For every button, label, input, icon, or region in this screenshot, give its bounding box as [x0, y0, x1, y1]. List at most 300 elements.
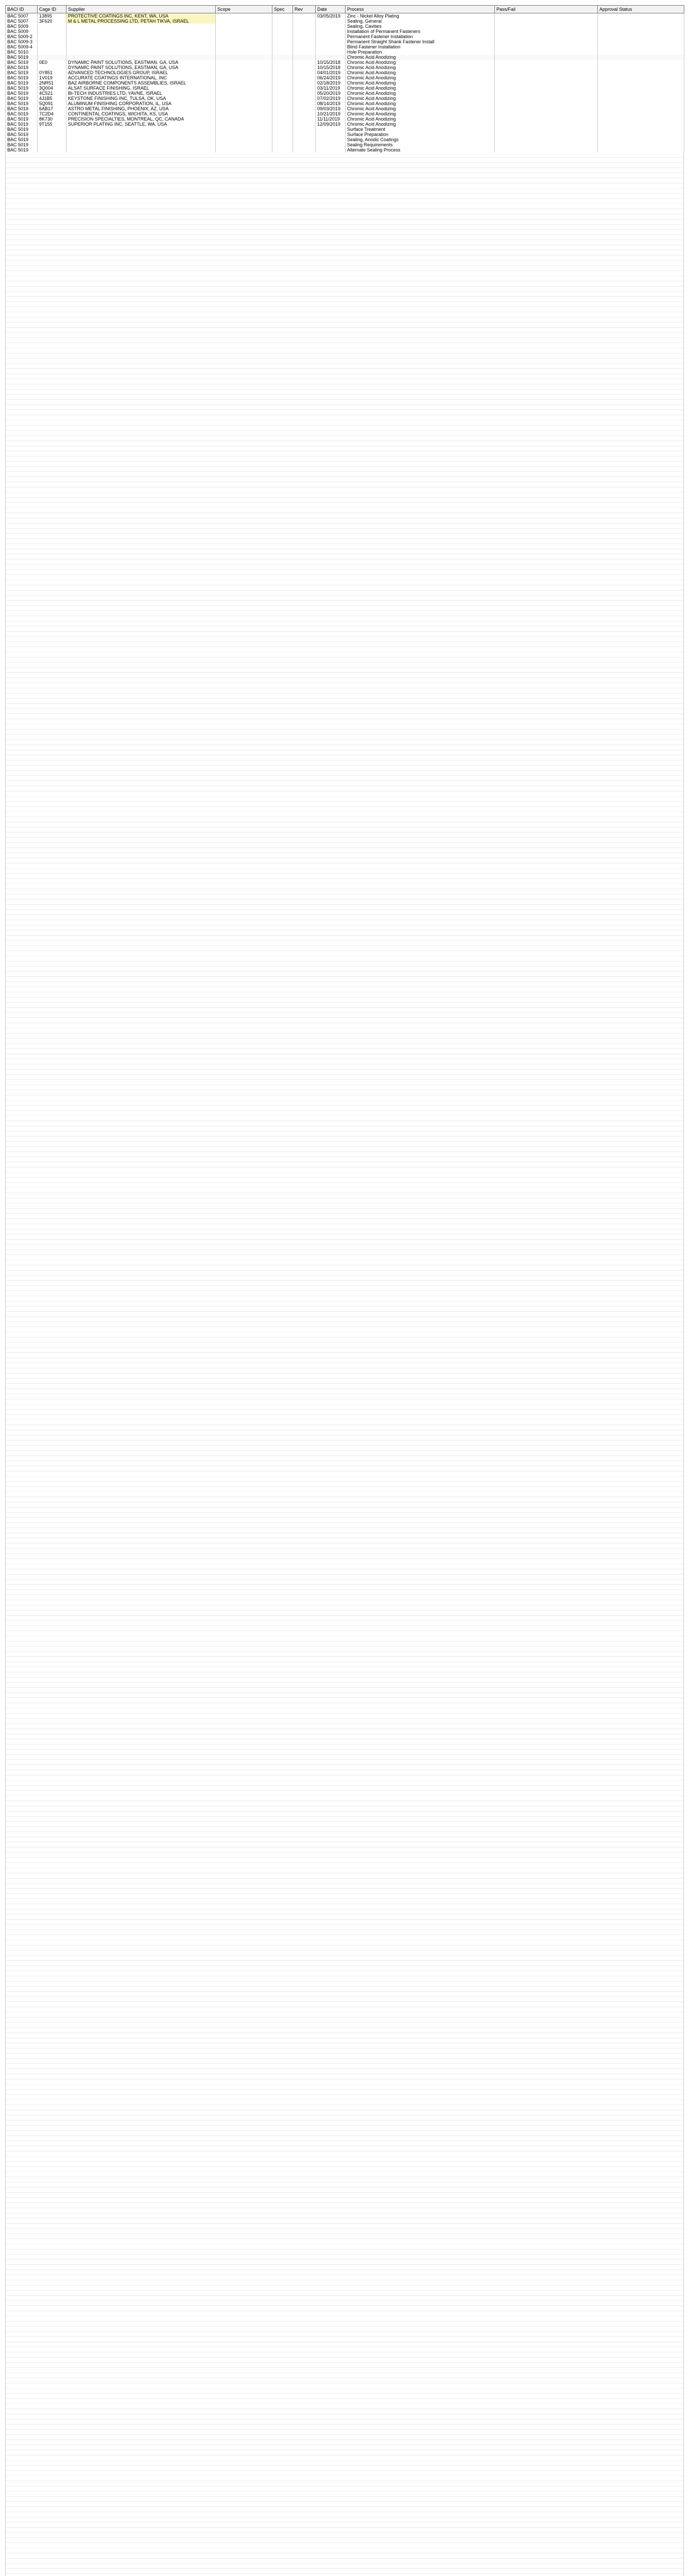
cell-date[interactable]: 08/14/2019: [316, 101, 346, 106]
cell-baci[interactable]: BAC 5019: [6, 70, 38, 75]
cell-scope[interactable]: [216, 86, 272, 91]
cell-process[interactable]: Zinc - Nickel Alloy Plating: [346, 13, 495, 19]
cell-supplier[interactable]: [66, 39, 216, 44]
cell-cage[interactable]: 8K730: [38, 116, 66, 122]
cell-process[interactable]: Hole Preparation: [346, 49, 495, 55]
cell-rev[interactable]: [293, 70, 316, 75]
cell-pass[interactable]: [495, 39, 598, 44]
cell-spec[interactable]: [272, 65, 293, 70]
header-row: [6, 6, 684, 13]
cell-process[interactable]: Chromic Acid Anodizing: [346, 96, 495, 101]
cell-pass[interactable]: [495, 70, 598, 75]
cell-cage[interactable]: [38, 39, 66, 44]
cell-date[interactable]: [316, 49, 346, 55]
cell-baci[interactable]: BAC 5007: [6, 19, 38, 24]
cell-supplier[interactable]: DYNAMIC PAINT SOLUTIONS, EASTMAN, GA, USA: [66, 60, 216, 65]
cell-approved[interactable]: [598, 86, 684, 91]
cell-process[interactable]: Chromic Acid Anodizing: [346, 60, 495, 65]
cell-scope[interactable]: [216, 91, 272, 96]
cell-supplier[interactable]: M & L METAL PROCESSING LTD, PETAH TIKVA, ISRAEL: [66, 19, 216, 24]
table-body: [6, 13, 684, 153]
cell-date[interactable]: 07/02/2019: [316, 96, 346, 101]
cell-scope[interactable]: [216, 29, 272, 34]
cell-cage[interactable]: [38, 34, 66, 39]
cell-spec[interactable]: [272, 60, 293, 65]
cell-spec[interactable]: [272, 80, 293, 86]
cell-date[interactable]: [316, 55, 346, 60]
cell-approved[interactable]: [598, 106, 684, 111]
cell-approved[interactable]: [598, 96, 684, 101]
cell-scope[interactable]: [216, 132, 272, 137]
cell-spec[interactable]: [272, 106, 293, 111]
cell-scope[interactable]: [216, 122, 272, 127]
cell-supplier[interactable]: [66, 55, 216, 60]
cell-pass[interactable]: [495, 49, 598, 55]
cell-pass[interactable]: [495, 60, 598, 65]
cell-spec[interactable]: [272, 29, 293, 34]
cell-rev[interactable]: [293, 13, 316, 19]
cell-baci[interactable]: BAC 5019: [6, 116, 38, 122]
cell-scope[interactable]: [216, 60, 272, 65]
cell-scope[interactable]: [216, 24, 272, 29]
cell-process[interactable]: Chromic Acid Anodizing: [346, 111, 495, 116]
cell-spec[interactable]: [272, 70, 293, 75]
cell-approved[interactable]: [598, 137, 684, 142]
cell-rev[interactable]: [293, 142, 316, 147]
cell-supplier[interactable]: BI-TECH INDUSTRIES LTD, YAVNE, ISRAEL: [66, 91, 216, 96]
cell-spec[interactable]: [272, 19, 293, 24]
cell-baci[interactable]: BAC 5019: [6, 147, 38, 152]
cell-scope[interactable]: [216, 96, 272, 101]
table-row: [6, 70, 684, 75]
cell-approved[interactable]: [598, 127, 684, 132]
cell-supplier[interactable]: [66, 24, 216, 29]
cell-baci[interactable]: BAC 5019: [6, 127, 38, 132]
cell-supplier[interactable]: PROTECTIVE COATINGS INC, KENT, WA, USA: [66, 13, 216, 19]
cell-process[interactable]: Chromic Acid Anodizing: [346, 122, 495, 127]
cell-pass[interactable]: [495, 29, 598, 34]
cell-process[interactable]: Sealing, General: [346, 19, 495, 24]
cell-rev[interactable]: [293, 60, 316, 65]
cell-cage[interactable]: 13895: [38, 13, 66, 19]
cell-pass[interactable]: [495, 147, 598, 152]
table-row: [6, 106, 684, 111]
cell-baci[interactable]: BAC 5019: [6, 137, 38, 142]
cell-scope[interactable]: [216, 80, 272, 86]
cell-spec[interactable]: [272, 55, 293, 60]
cell-approved[interactable]: [598, 122, 684, 127]
cell-date[interactable]: [316, 142, 346, 147]
cell-rev[interactable]: [293, 75, 316, 80]
cell-supplier[interactable]: ADVANCED TECHNOLOGIES GROUP, ISRAEL: [66, 70, 216, 75]
cell-baci[interactable]: BAC 5019: [6, 80, 38, 86]
cell-approved[interactable]: [598, 19, 684, 24]
cell-rev[interactable]: [293, 137, 316, 142]
cell-pass[interactable]: [495, 44, 598, 49]
cell-baci[interactable]: BAC 5019: [6, 101, 38, 106]
cell-rev[interactable]: [293, 19, 316, 24]
cell-process[interactable]: Alternate Sealing Process: [346, 147, 495, 152]
cell-pass[interactable]: [495, 132, 598, 137]
cell-baci[interactable]: BAC 5019: [6, 106, 38, 111]
table-row: [6, 147, 684, 152]
cell-approved[interactable]: [598, 60, 684, 65]
cell-process[interactable]: Chromic Acid Anodizing: [346, 101, 495, 106]
cell-supplier[interactable]: [66, 29, 216, 34]
column-header-supplier[interactable]: Supplier: [66, 6, 216, 13]
cell-scope[interactable]: [216, 39, 272, 44]
cell-date[interactable]: [316, 29, 346, 34]
cell-scope[interactable]: [216, 127, 272, 132]
cell-spec[interactable]: [272, 86, 293, 91]
cell-pass[interactable]: [495, 96, 598, 101]
cell-scope[interactable]: [216, 34, 272, 39]
cell-scope[interactable]: [216, 49, 272, 55]
table-row: [6, 29, 684, 34]
cell-baci[interactable]: BAC 5010: [6, 49, 38, 55]
cell-scope[interactable]: [216, 13, 272, 19]
cell-pass[interactable]: [495, 142, 598, 147]
cell-approved[interactable]: [598, 29, 684, 34]
column-header-rev[interactable]: Rev: [293, 6, 316, 13]
cell-baci[interactable]: BAC 5009-3: [6, 39, 38, 44]
cell-rev[interactable]: [293, 106, 316, 111]
table-row: [6, 49, 684, 55]
cell-scope[interactable]: [216, 137, 272, 142]
cell-baci[interactable]: BAC 5019: [6, 122, 38, 127]
cell-pass[interactable]: [495, 65, 598, 70]
cell-process[interactable]: Sealing, Anodic Coatings: [346, 137, 495, 142]
cell-process[interactable]: Chromic Acid Anodizing: [346, 116, 495, 122]
cell-spec[interactable]: [272, 75, 293, 80]
cell-approved[interactable]: [598, 49, 684, 55]
cell-spec[interactable]: [272, 122, 293, 127]
cell-baci[interactable]: BAC 5009-2: [6, 34, 38, 39]
cell-date[interactable]: 10/21/2019: [316, 111, 346, 116]
cell-supplier[interactable]: [66, 127, 216, 132]
cell-cage[interactable]: [38, 137, 66, 142]
cell-process[interactable]: Chromic Acid Anodizing: [346, 65, 495, 70]
cell-cage[interactable]: 2NR51: [38, 80, 66, 86]
cell-cage[interactable]: 9T155: [38, 122, 66, 127]
cell-scope[interactable]: [216, 147, 272, 152]
cell-process[interactable]: Permanent Straight Shank Fastener Install: [346, 39, 495, 44]
cell-supplier[interactable]: ACCURATE COATINGS INTERNATIONAL, INC: [66, 75, 216, 80]
cell-spec[interactable]: [272, 111, 293, 116]
cell-supplier[interactable]: ALUMINUM FINISHING CORPORATION, IL, USA: [66, 101, 216, 106]
cell-supplier[interactable]: [66, 49, 216, 55]
cell-process[interactable]: Chromic Acid Anodizing: [346, 55, 495, 60]
cell-cage[interactable]: 3Q004: [38, 86, 66, 91]
cell-date[interactable]: 04/01/2019: [316, 70, 346, 75]
cell-spec[interactable]: [272, 39, 293, 44]
cell-supplier[interactable]: PRECISION SPECIALTIES, MONTREAL, QC, CANADA: [66, 116, 216, 122]
cell-rev[interactable]: [293, 29, 316, 34]
table-row: [6, 60, 684, 65]
spreadsheet-sheet: [5, 5, 684, 2576]
cell-rev[interactable]: [293, 96, 316, 101]
approval-table: [5, 5, 684, 152]
cell-supplier[interactable]: KEYSTONE FINISHING INC, TULSA, OK, USA: [66, 96, 216, 101]
cell-scope[interactable]: [216, 75, 272, 80]
cell-date[interactable]: [316, 34, 346, 39]
cell-rev[interactable]: [293, 34, 316, 39]
cell-baci[interactable]: BAC 5019: [6, 91, 38, 96]
cell-approved[interactable]: [598, 132, 684, 137]
cell-rev[interactable]: [293, 111, 316, 116]
cell-cage[interactable]: 4J1B5: [38, 96, 66, 101]
cell-rev[interactable]: [293, 49, 316, 55]
cell-approved[interactable]: [598, 65, 684, 70]
cell-spec[interactable]: [272, 116, 293, 122]
cell-spec[interactable]: [272, 132, 293, 137]
cell-date[interactable]: [316, 127, 346, 132]
cell-approved[interactable]: [598, 24, 684, 29]
cell-supplier[interactable]: [66, 137, 216, 142]
cell-date[interactable]: 11/11/2019: [316, 116, 346, 122]
cell-cage[interactable]: [38, 127, 66, 132]
cell-scope[interactable]: [216, 65, 272, 70]
cell-supplier[interactable]: [66, 44, 216, 49]
cell-scope[interactable]: [216, 106, 272, 111]
cell-baci[interactable]: BAC 5009-4: [6, 44, 38, 49]
cell-baci[interactable]: BAC 5019: [6, 55, 38, 60]
cell-date[interactable]: 03/11/2019: [316, 86, 346, 91]
cell-pass[interactable]: [495, 24, 598, 29]
cell-pass[interactable]: [495, 75, 598, 80]
cell-pass[interactable]: [495, 34, 598, 39]
cell-pass[interactable]: [495, 19, 598, 24]
cell-date[interactable]: [316, 19, 346, 24]
cell-cage[interactable]: [38, 49, 66, 55]
cell-spec[interactable]: [272, 101, 293, 106]
cell-approved[interactable]: [598, 70, 684, 75]
cell-rev[interactable]: [293, 91, 316, 96]
cell-spec[interactable]: [272, 137, 293, 142]
cell-date[interactable]: [316, 44, 346, 49]
cell-process[interactable]: Chromic Acid Anodizing: [346, 80, 495, 86]
cell-process[interactable]: Sealing, Cavities: [346, 24, 495, 29]
cell-baci[interactable]: BAC 5019: [6, 75, 38, 80]
cell-pass[interactable]: [495, 116, 598, 122]
table-row: [6, 75, 684, 80]
cell-date[interactable]: 06/24/2019: [316, 75, 346, 80]
cell-baci[interactable]: BAC 5009: [6, 29, 38, 34]
column-header-approved[interactable]: Approval Status: [598, 6, 684, 13]
cell-rev[interactable]: [293, 44, 316, 49]
cell-supplier[interactable]: ALSAT SURFACE FINISHING, ISRAEL: [66, 86, 216, 91]
cell-approved[interactable]: [598, 111, 684, 116]
cell-date[interactable]: 10/15/2018: [316, 65, 346, 70]
cell-baci[interactable]: BAC 5019: [6, 60, 38, 65]
cell-spec[interactable]: [272, 142, 293, 147]
cell-cage[interactable]: 4C521: [38, 91, 66, 96]
cell-date[interactable]: [316, 137, 346, 142]
cell-cage[interactable]: [38, 55, 66, 60]
cell-cage[interactable]: [38, 65, 66, 70]
cell-process[interactable]: Blind Fastener Installation: [346, 44, 495, 49]
cell-date[interactable]: 03/05/2019: [316, 13, 346, 19]
cell-pass[interactable]: [495, 111, 598, 116]
cell-process[interactable]: Chromic Acid Anodizing: [346, 91, 495, 96]
cell-rev[interactable]: [293, 116, 316, 122]
cell-cage[interactable]: 0E0: [38, 60, 66, 65]
cell-approved[interactable]: [598, 39, 684, 44]
cell-scope[interactable]: [216, 44, 272, 49]
cell-spec[interactable]: [272, 127, 293, 132]
cell-cage[interactable]: [38, 142, 66, 147]
cell-scope[interactable]: [216, 116, 272, 122]
cell-rev[interactable]: [293, 65, 316, 70]
cell-baci[interactable]: BAC 5019: [6, 96, 38, 101]
column-header-spec[interactable]: Spec: [272, 6, 293, 13]
cell-process[interactable]: Surface Treatment: [346, 127, 495, 132]
column-header-pass[interactable]: Pass/Fail: [495, 6, 598, 13]
cell-cage[interactable]: 5Q091: [38, 101, 66, 106]
cell-scope[interactable]: [216, 19, 272, 24]
cell-process[interactable]: Permanent Fastener Installation: [346, 34, 495, 39]
cell-baci[interactable]: BAC 5009: [6, 24, 38, 29]
cell-pass[interactable]: [495, 106, 598, 111]
cell-date[interactable]: [316, 24, 346, 29]
table-row: [6, 19, 684, 24]
cell-supplier[interactable]: [66, 132, 216, 137]
cell-scope[interactable]: [216, 111, 272, 116]
cell-pass[interactable]: [495, 86, 598, 91]
cell-pass[interactable]: [495, 101, 598, 106]
cell-approved[interactable]: [598, 55, 684, 60]
cell-cage[interactable]: [38, 44, 66, 49]
cell-baci[interactable]: BAC 5019: [6, 86, 38, 91]
cell-rev[interactable]: [293, 127, 316, 132]
cell-approved[interactable]: [598, 80, 684, 86]
cell-cage[interactable]: 6AB17: [38, 106, 66, 111]
cell-scope[interactable]: [216, 70, 272, 75]
cell-date[interactable]: 05/20/2019: [316, 91, 346, 96]
cell-approved[interactable]: [598, 142, 684, 147]
cell-process[interactable]: Sealing Requirements: [346, 142, 495, 147]
cell-process[interactable]: Installation of Permanent Fasteners: [346, 29, 495, 34]
cell-date[interactable]: [316, 132, 346, 137]
cell-supplier[interactable]: BAZ AIRBORNE COMPONENTS ASSEMBLIES, ISRAEL: [66, 80, 216, 86]
cell-date[interactable]: 10/15/2018: [316, 60, 346, 65]
cell-approved[interactable]: [598, 13, 684, 19]
cell-approved[interactable]: [598, 101, 684, 106]
cell-date[interactable]: 09/03/2019: [316, 106, 346, 111]
cell-process[interactable]: Surface Preparation: [346, 132, 495, 137]
cell-supplier[interactable]: ASTRO METAL FINISHING, PHOENIX, AZ, USA: [66, 106, 216, 111]
cell-baci[interactable]: BAC 5019: [6, 111, 38, 116]
cell-rev[interactable]: [293, 55, 316, 60]
cell-spec[interactable]: [272, 91, 293, 96]
cell-scope[interactable]: [216, 55, 272, 60]
cell-cage[interactable]: [38, 24, 66, 29]
cell-cage[interactable]: 0Y851: [38, 70, 66, 75]
cell-supplier[interactable]: [66, 34, 216, 39]
cell-baci[interactable]: BAC 5019: [6, 132, 38, 137]
cell-supplier[interactable]: SUPERIOR PLATING INC, SEATTLE, WA, USA: [66, 122, 216, 127]
cell-spec[interactable]: [272, 147, 293, 152]
cell-cage[interactable]: [38, 29, 66, 34]
cell-pass[interactable]: [495, 137, 598, 142]
cell-process[interactable]: Chromic Acid Anodizing: [346, 70, 495, 75]
cell-cage[interactable]: 7C2D4: [38, 111, 66, 116]
table-row: [6, 137, 684, 142]
column-header-scope[interactable]: Scope: [216, 6, 272, 13]
cell-rev[interactable]: [293, 122, 316, 127]
cell-cage[interactable]: [38, 147, 66, 152]
cell-rev[interactable]: [293, 39, 316, 44]
cell-process[interactable]: Chromic Acid Anodizing: [346, 75, 495, 80]
cell-spec[interactable]: [272, 44, 293, 49]
column-header-baci[interactable]: BACI ID: [6, 6, 38, 13]
cell-spec[interactable]: [272, 13, 293, 19]
cell-process[interactable]: Chromic Acid Anodizing: [346, 86, 495, 91]
column-header-process[interactable]: Process: [346, 6, 495, 13]
cell-supplier[interactable]: [66, 147, 216, 152]
table-row: [6, 80, 684, 86]
table-row: [6, 111, 684, 116]
table-row: [6, 96, 684, 101]
cell-scope[interactable]: [216, 101, 272, 106]
cell-approved[interactable]: [598, 116, 684, 122]
cell-spec[interactable]: [272, 34, 293, 39]
cell-cage[interactable]: 3F620: [38, 19, 66, 24]
cell-baci[interactable]: BAC 5019: [6, 142, 38, 147]
cell-date[interactable]: [316, 147, 346, 152]
cell-cage[interactable]: [38, 132, 66, 137]
table-row: [6, 122, 684, 127]
cell-scope[interactable]: [216, 142, 272, 147]
column-header-cage[interactable]: Cage ID: [38, 6, 66, 13]
cell-approved[interactable]: [598, 44, 684, 49]
cell-cage[interactable]: 1V019: [38, 75, 66, 80]
cell-approved[interactable]: [598, 34, 684, 39]
cell-approved[interactable]: [598, 91, 684, 96]
cell-supplier[interactable]: [66, 142, 216, 147]
cell-approved[interactable]: [598, 147, 684, 152]
table-row: [6, 142, 684, 147]
cell-pass[interactable]: [495, 91, 598, 96]
cell-date[interactable]: 02/18/2019: [316, 80, 346, 86]
cell-approved[interactable]: [598, 75, 684, 80]
table-row: [6, 101, 684, 106]
cell-supplier[interactable]: CONTINENTAL COATINGS, WICHITA, KS, USA: [66, 111, 216, 116]
cell-baci[interactable]: BAC 5019: [6, 65, 38, 70]
cell-rev[interactable]: [293, 147, 316, 152]
cell-pass[interactable]: [495, 55, 598, 60]
cell-rev[interactable]: [293, 24, 316, 29]
cell-date[interactable]: 12/09/2019: [316, 122, 346, 127]
cell-date[interactable]: [316, 39, 346, 44]
cell-pass[interactable]: [495, 13, 598, 19]
cell-supplier[interactable]: DYNAMIC PAINT SOLUTIONS, EASTMAN, GA, USA: [66, 65, 216, 70]
cell-spec[interactable]: [272, 49, 293, 55]
cell-rev[interactable]: [293, 132, 316, 137]
cell-spec[interactable]: [272, 24, 293, 29]
cell-rev[interactable]: [293, 86, 316, 91]
cell-rev[interactable]: [293, 101, 316, 106]
table-row: [6, 39, 684, 44]
cell-pass[interactable]: [495, 80, 598, 86]
column-header-date[interactable]: Date: [316, 6, 346, 13]
cell-spec[interactable]: [272, 96, 293, 101]
cell-pass[interactable]: [495, 127, 598, 132]
cell-pass[interactable]: [495, 122, 598, 127]
cell-baci[interactable]: BAC 5007: [6, 13, 38, 19]
cell-process[interactable]: Chromic Acid Anodizing: [346, 106, 495, 111]
cell-rev[interactable]: [293, 80, 316, 86]
